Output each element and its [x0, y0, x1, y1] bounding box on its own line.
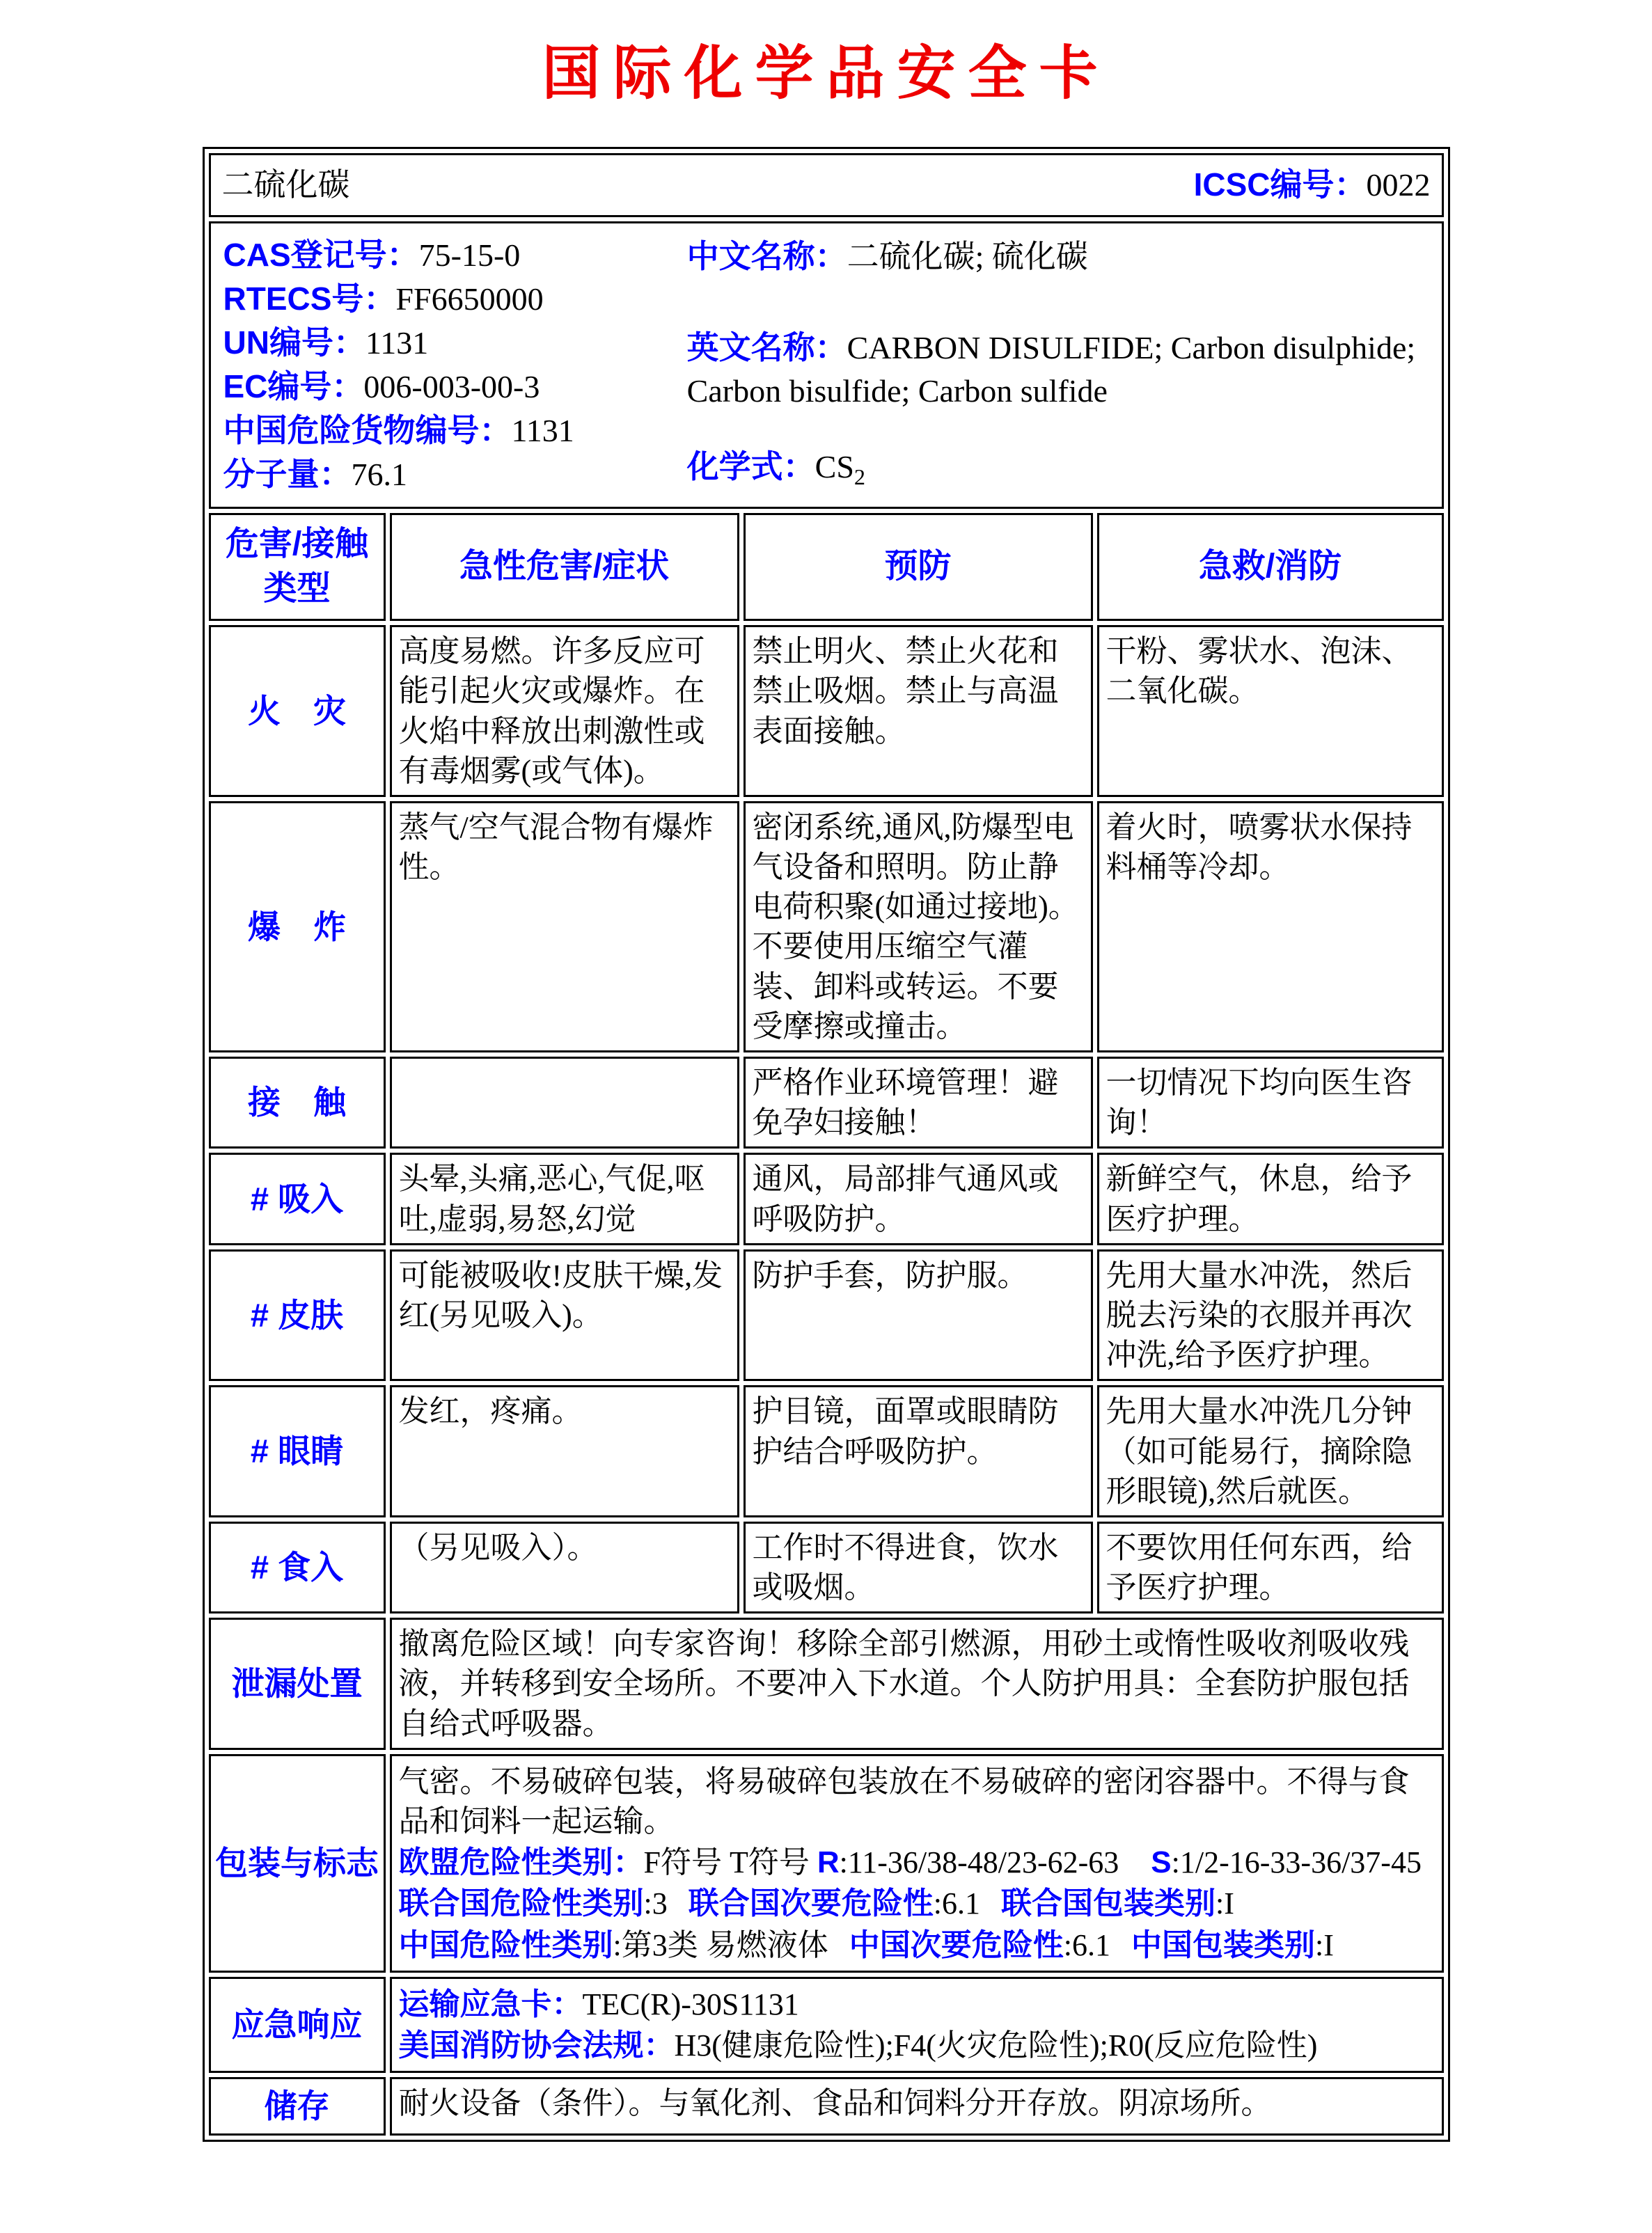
- rtecs-number-value: FF6650000: [395, 281, 544, 317]
- ec-number-label: EC编号：: [223, 368, 364, 405]
- english-name-value: CARBON DISULFIDE; Carbon disulphide; Carbon bisulfide; Carbon sulfide: [686, 330, 1416, 409]
- icsc-number: [1194, 164, 1431, 206]
- row-explosion-prevention: 密闭系统,通风,防爆型电气设备和照明。防止静电荷积聚(如通过接地)。不要使用压缩空气灌装、卸料或转运。不要受摩擦或撞击。: [744, 801, 1093, 1052]
- row-fire-prevention: 禁止明火、禁止火花和禁止吸烟。禁止与高温表面接触。: [744, 625, 1093, 797]
- row-ingestion-first-aid: 不要饮用任何东西，给予医疗护理。: [1097, 1522, 1444, 1613]
- row-emergency-label: 应急响应: [209, 1977, 386, 2073]
- row-skin-label: # 皮肤: [209, 1249, 386, 1382]
- row-skin-symptoms: 可能被吸收!皮肤干燥,发红(另见吸入)。: [390, 1249, 739, 1382]
- row-eyes-prevention: 护目镜，面罩或眼睛防护结合呼吸防护。: [744, 1385, 1093, 1517]
- packaging-un-line: [399, 1884, 1435, 1923]
- row-skin-first-aid: 先用大量水冲洗，然后脱去污染的衣服并再次冲洗,给予医疗护理。: [1097, 1249, 1444, 1382]
- transport-emergency-card-label: 运输应急卡：: [398, 1987, 583, 2021]
- row-eyes-label: # 眼睛: [209, 1385, 386, 1517]
- un-hazard-class-value: :3: [643, 1886, 668, 1921]
- row-contact-label: 接 触: [209, 1057, 386, 1149]
- molecular-weight-value: 76.1: [351, 457, 407, 493]
- transport-emergency-card-value: TEC(R)-30S1131: [582, 1987, 799, 2021]
- row-explosion-first-aid: 着火时，喷雾状水保持料桶等冷却。: [1097, 801, 1444, 1052]
- icsc-number-value: 0022: [1366, 167, 1431, 203]
- packaging-general-line: 气密。不易破碎包装，将易破碎包装放在不易破碎的密闭容器中。不得与食品和饲料一起运输。: [398, 1764, 1410, 1839]
- nfpa-code-line: [399, 2026, 1435, 2065]
- column-header-first-aid: 急救/消防: [1097, 513, 1444, 622]
- nfpa-code-value: H3(健康危险性);F4(火灾危险性);R0(反应危险性): [674, 2028, 1318, 2062]
- cas-number-line: [223, 233, 682, 277]
- ec-number-value: 006-003-00-3: [363, 369, 540, 405]
- cas-number-value: 75-15-0: [418, 237, 521, 273]
- row-storage-label: 储存: [209, 2077, 386, 2136]
- row-contact-first-aid: 一切情况下均向医生咨询！: [1097, 1057, 1444, 1149]
- icsc-number-label: ICSC编号：: [1193, 166, 1367, 203]
- packaging-eu-line: [399, 1843, 1435, 1882]
- english-name-label: 英文名称：: [686, 329, 847, 366]
- row-inhalation-label: # 吸入: [209, 1153, 386, 1245]
- row-ingestion-label: # 食入: [209, 1522, 386, 1613]
- row-contact-prevention: 严格作业环境管理！避免孕妇接触！: [744, 1057, 1093, 1149]
- row-spill-label: 泄漏处置: [209, 1618, 386, 1750]
- un-sub-risk-value: :6.1: [933, 1886, 980, 1921]
- row-ingestion-prevention: 工作时不得进食，饮水或吸烟。: [744, 1522, 1093, 1613]
- un-sub-risk-label: 联合国次要危险性: [688, 1886, 934, 1921]
- formula-label: 化学式：: [686, 448, 815, 484]
- row-packaging-content: [390, 1754, 1444, 1973]
- row-explosion-symptoms: 蒸气/空气混合物有爆炸性。: [390, 801, 739, 1052]
- un-number-line: [223, 321, 682, 365]
- r-phrases-label: R: [817, 1845, 840, 1880]
- china-dg-number-label: 中国危险货物编号：: [223, 412, 512, 449]
- row-inhalation-symptoms: 头晕,头痛,恶心,气促,呕吐,虚弱,易怒,幻觉: [390, 1153, 739, 1245]
- china-pack-group-value: :I: [1314, 1927, 1334, 1962]
- row-fire-symptoms: 高度易燃。许多反应可能引起火灾或爆炸。在火焰中释放出刺激性或有毒烟雾(或气体)。: [390, 625, 739, 797]
- row-spill-text: 撤离危险区域！向专家咨询！移除全部引燃源，用砂土或惰性吸收剂吸收残液，并转移到安全场所。不要冲入下水道。个人防护用具：全套防护服包括自给式呼吸器。: [390, 1618, 1444, 1750]
- registry-info-section: [209, 221, 1444, 509]
- row-eyes-symptoms: 发红，疼痛。: [390, 1385, 739, 1517]
- eu-hazard-symbols: F符号 T符号: [643, 1845, 817, 1880]
- row-fire-label: 火 灾: [209, 625, 386, 797]
- formula-subscript: 2: [853, 464, 866, 490]
- row-contact-symptoms: [390, 1057, 739, 1149]
- english-name-line: [687, 326, 1429, 413]
- s-phrases-value: :1/2-16-33-36/37-45: [1171, 1845, 1422, 1880]
- china-hazard-class-label: 中国危险性类别: [398, 1927, 613, 1962]
- china-sub-risk-label: 中国次要危险性: [849, 1927, 1064, 1962]
- s-phrases-label: S: [1151, 1845, 1172, 1880]
- chinese-name-value: 二硫化碳; 硫化碳: [847, 239, 1088, 274]
- row-ingestion-symptoms: （另见吸入）。: [390, 1522, 739, 1613]
- row-storage-text: 耐火设备（条件）。与氧化剂、食品和饲料分开存放。阴凉场所。: [390, 2077, 1444, 2136]
- rtecs-number-line: [223, 277, 682, 321]
- row-explosion-label: 爆 炸: [209, 801, 386, 1052]
- page-title: 国际化学品安全卡: [542, 42, 1110, 106]
- row-skin-prevention: 防护手套，防护服。: [744, 1249, 1093, 1382]
- molecular-weight-label: 分子量：: [223, 456, 352, 493]
- chemical-name: 二硫化碳: [221, 167, 350, 203]
- rtecs-number-label: RTECS号：: [223, 281, 396, 317]
- row-eyes-first-aid: 先用大量水冲洗几分钟（如可能易行，摘除隐形眼镜),然后就医。: [1097, 1385, 1444, 1517]
- chinese-name-label: 中文名称：: [686, 238, 847, 274]
- safety-card: [203, 147, 1450, 2142]
- r-phrases-value: :11-36/38-48/23-62-63: [839, 1845, 1119, 1880]
- un-pack-group-label: 联合国包装类别: [1000, 1886, 1216, 1921]
- names-column: [682, 233, 1429, 497]
- packaging-china-line: [399, 1925, 1435, 1965]
- formula-value: CS: [815, 448, 854, 484]
- column-header-prevention: 预防: [744, 513, 1093, 622]
- china-pack-group-label: 中国包装类别: [1131, 1927, 1315, 1962]
- eu-hazard-class-label: 欧盟危险性类别：: [398, 1845, 644, 1880]
- chinese-name-line: [687, 235, 1429, 278]
- formula-line: [687, 445, 1429, 493]
- china-dg-number-value: 1131: [511, 413, 574, 449]
- column-header-symptoms: 急性危害/症状: [390, 513, 739, 622]
- row-inhalation-first-aid: 新鲜空气，休息，给予医疗护理。: [1097, 1153, 1444, 1245]
- molecular-weight-line: [223, 452, 682, 496]
- cas-number-label: CAS登记号：: [223, 237, 419, 273]
- un-number-value: 1131: [365, 325, 429, 361]
- china-dg-number-line: [223, 409, 682, 452]
- un-number-label: UN编号：: [223, 324, 365, 361]
- ec-number-line: [223, 365, 682, 409]
- row-fire-first-aid: 干粉、雾状水、泡沫、二氧化碳。: [1097, 625, 1444, 797]
- hazard-table: [209, 513, 1444, 2136]
- column-header-hazard-type: 危害/接触类型: [209, 513, 386, 622]
- china-sub-risk-value: :6.1: [1063, 1927, 1110, 1962]
- un-pack-group-value: :I: [1215, 1886, 1234, 1921]
- nfpa-code-label: 美国消防协会法规：: [398, 2028, 675, 2062]
- identity-row: [209, 153, 1444, 217]
- registry-numbers-column: [223, 233, 682, 497]
- row-emergency-content: [390, 1977, 1444, 2073]
- un-hazard-class-label: 联合国危险性类别: [398, 1886, 644, 1921]
- transport-emergency-card-line: [399, 1985, 1435, 2024]
- china-hazard-class-value: :第3类 易燃液体: [613, 1927, 828, 1962]
- row-inhalation-prevention: 通风，局部排气通风或呼吸防护。: [744, 1153, 1093, 1245]
- row-packaging-label: 包装与标志: [209, 1754, 386, 1973]
